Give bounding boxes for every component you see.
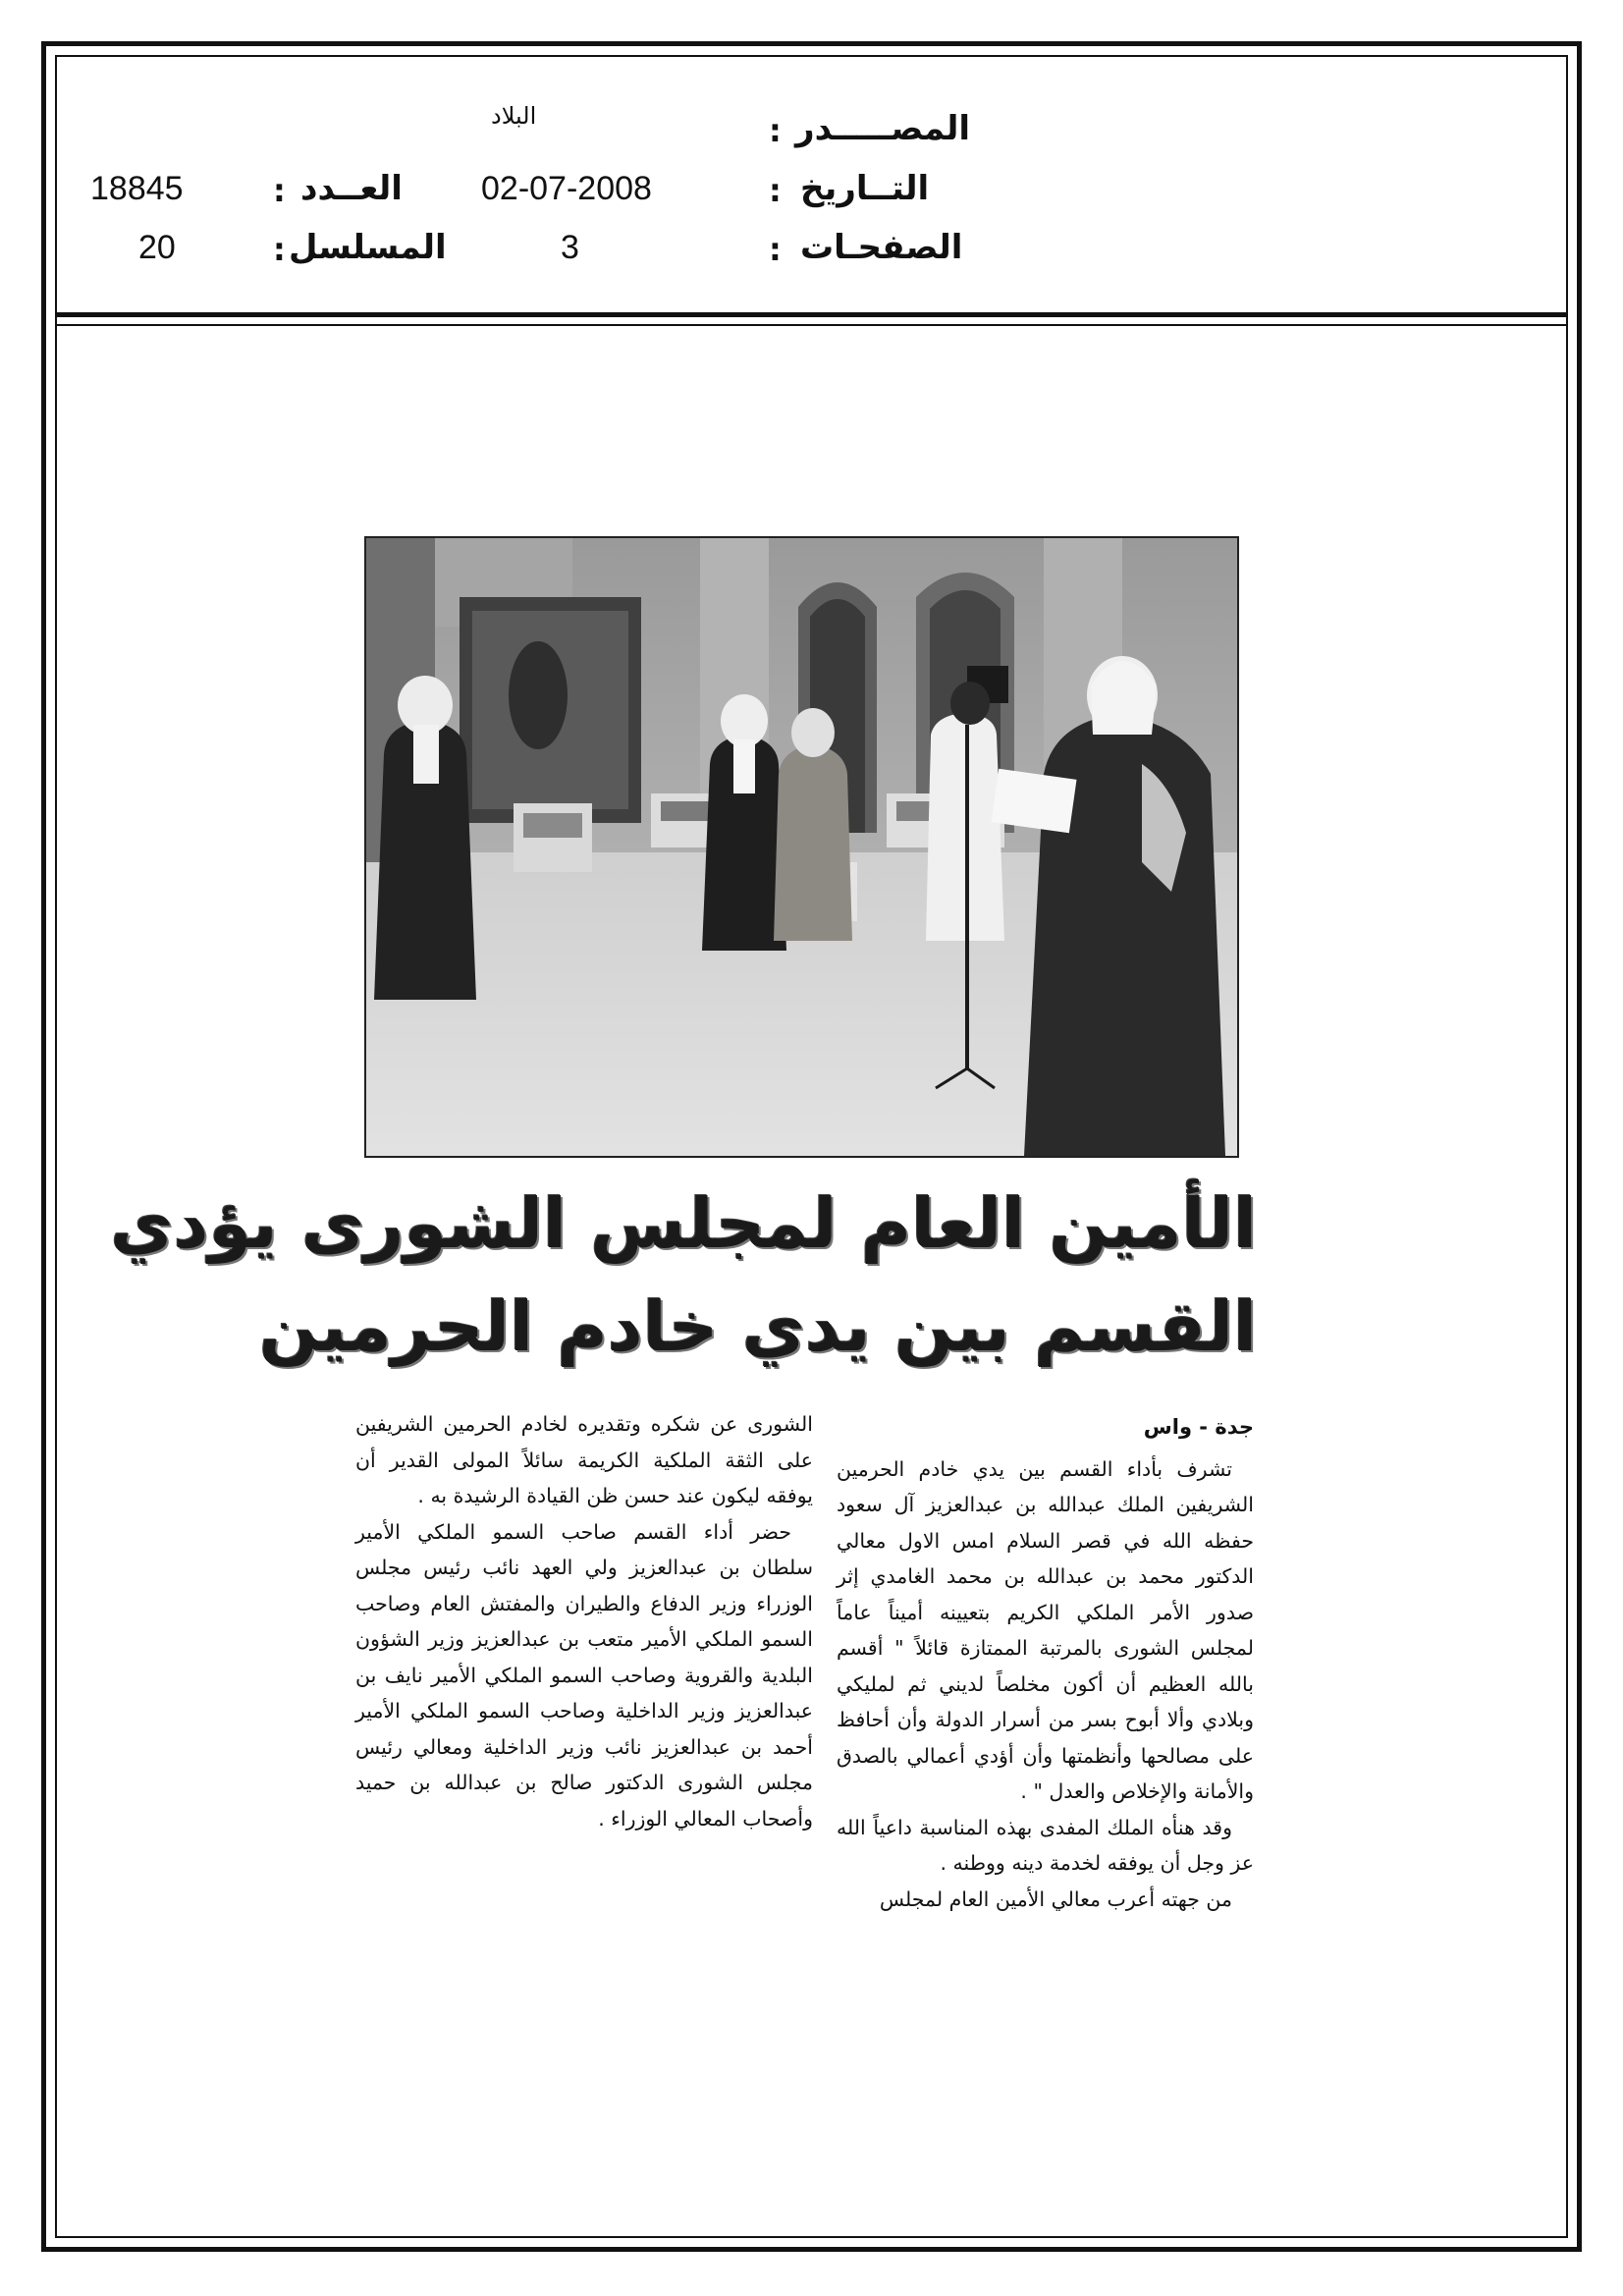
serial-colon: : [273, 231, 286, 268]
pages-label: الصفحـات [800, 228, 963, 267]
issue-label: العــدد [300, 169, 403, 208]
article-column-left [355, 1406, 813, 1836]
date-label: التــاريخ [800, 169, 930, 208]
article-paragraph: حضر أداء القسم صاحب السمو الملكي الأمير سلطان بن عبدالعزيز ولي العهد نائب رئيس مجلس الوزراء وزير الدفاع والطيران والمفتش العام وصاحب السمو الملكي الأمير متعب بن عبدالعزيز وزير الشؤون البلدية والقروية وصاحب السمو الملكي الأمير نايف بن عبدالعزيز وزير الداخلية وصاحب السمو الملكي الأمير أحمد بن عبدالعزيز نائب وزير الداخلية ومعالي رئيس مجلس الشورى الدكتور صالح بن عبدالله بن حميد وأصحاب المعالي الوزراء . [355, 1519, 813, 1831]
article-paragraph: وقد هنأه الملك المفدى بهذه المناسبة داعياً الله عز وجل أن يوفقه لخدمة دينه ووطنه . [837, 1815, 1254, 1875]
article-dateline: جدة - واس [1143, 1415, 1254, 1439]
source-colon: : [769, 112, 782, 149]
headline-line-1: الأمين العام لمجلس الشورى يؤدي [110, 1183, 1257, 1264]
date-colon: : [769, 172, 782, 209]
issue-value: 18845 [90, 170, 184, 207]
headline-line-2: القسم بين يدي خادم الحرمين [258, 1286, 1257, 1367]
source-value: البلاد [491, 102, 537, 130]
pages-value: 3 [561, 229, 579, 266]
date-value: 02-07-2008 [481, 170, 652, 207]
header-divider-thin [55, 324, 1568, 326]
article-paragraph: تشرف بأداء القسم بين يدي خادم الحرمين الشريفين الملك عبدالله بن عبدالعزيز آل سعود حفظه الله في قصر السلام امس الاول معالي الدكتور محمد بن عبدالله بن محمد الغامدي إثر صدور الأمر الملكي الكريم بتعيينه أميناً عاماً لمجلس الشورى بالمرتبة الممتازة قائلاً " أقسم بالله العظيم أن أكون مخلصاً لديني ثم لمليكي وبلادي وألا أبوح بسر من أسرار الدولة وأن أحافظ على مصالحها وأنظمتها وأن أؤدي أعمالي بالصدق والأمانة والإخلاص والعدل " . [837, 1456, 1254, 1803]
serial-label: المسلسل [289, 228, 447, 267]
oath-ceremony-photo [366, 538, 1237, 1156]
source-label: المصـــــدر [795, 109, 971, 148]
article-paragraph: من جهته أعرب معالي الأمين العام لمجلس [879, 1886, 1232, 1911]
serial-value: 20 [138, 229, 176, 266]
article-photo [364, 536, 1239, 1158]
pages-colon: : [769, 231, 782, 268]
header-divider [55, 312, 1568, 317]
article-paragraph: الشورى عن شكره وتقديره لخادم الحرمين الشريفين على الثقة الملكية الكريمة سائلاً المولى القدير أن يوفقه ليكون عند حسن ظن القيادة الرشيدة به . [355, 1412, 813, 1507]
article-column-right [837, 1409, 1254, 1917]
issue-colon: : [273, 172, 286, 209]
